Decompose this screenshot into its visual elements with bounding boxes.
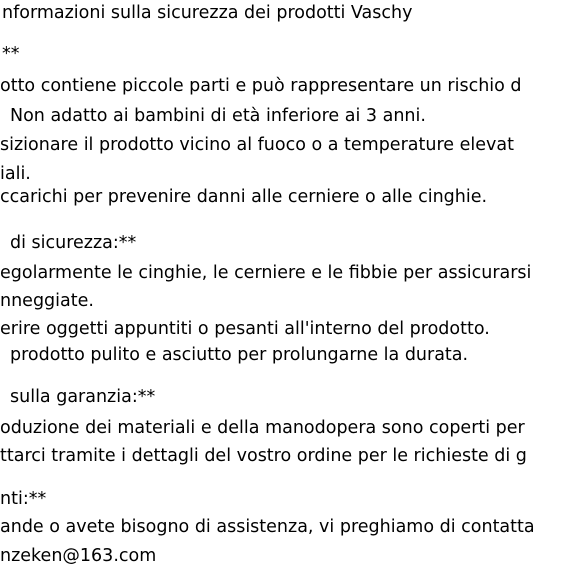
text-line: ttarci tramite i dettagli del vostro ordine per le richieste di g [0, 446, 527, 466]
section-heading: ** [2, 44, 20, 64]
text-line: nneggiate. [0, 291, 94, 311]
doc-title: nformazioni sulla sicurezza dei prodotti Vaschy [2, 3, 413, 23]
text-line: otto contiene piccole parti e può rappresentare un rischio d [0, 76, 522, 96]
text-line: ande o avete bisogno di assistenza, vi preghiamo di contatta [0, 517, 535, 537]
text-line: egolarmente le cinghie, le cerniere e le fibbie per assicurarsi [0, 263, 532, 283]
text-line: iali. [0, 164, 31, 184]
text-line: sizionare il prodotto vicino al fuoco o a temperature elevat [0, 135, 514, 155]
section-heading: di sicurezza:** [10, 233, 137, 253]
text-line: prodotto pulito e asciutto per prolungarne la durata. [10, 345, 469, 365]
section-heading: nti:** [0, 489, 47, 509]
text-line: oduzione dei materiali e della manodopera sono coperti per [0, 418, 525, 438]
text-line: erire oggetti appuntiti o pesanti all'interno del prodotto. [0, 319, 490, 339]
text-line: ccarichi per prevenire danni alle cerniere o alle cinghie. [0, 187, 488, 207]
text-line: Non adatto ai bambini di età inferiore ai 3 anni. [10, 106, 426, 126]
section-heading: sulla garanzia:** [10, 387, 156, 407]
email-text: nzeken@163.com [0, 546, 157, 566]
